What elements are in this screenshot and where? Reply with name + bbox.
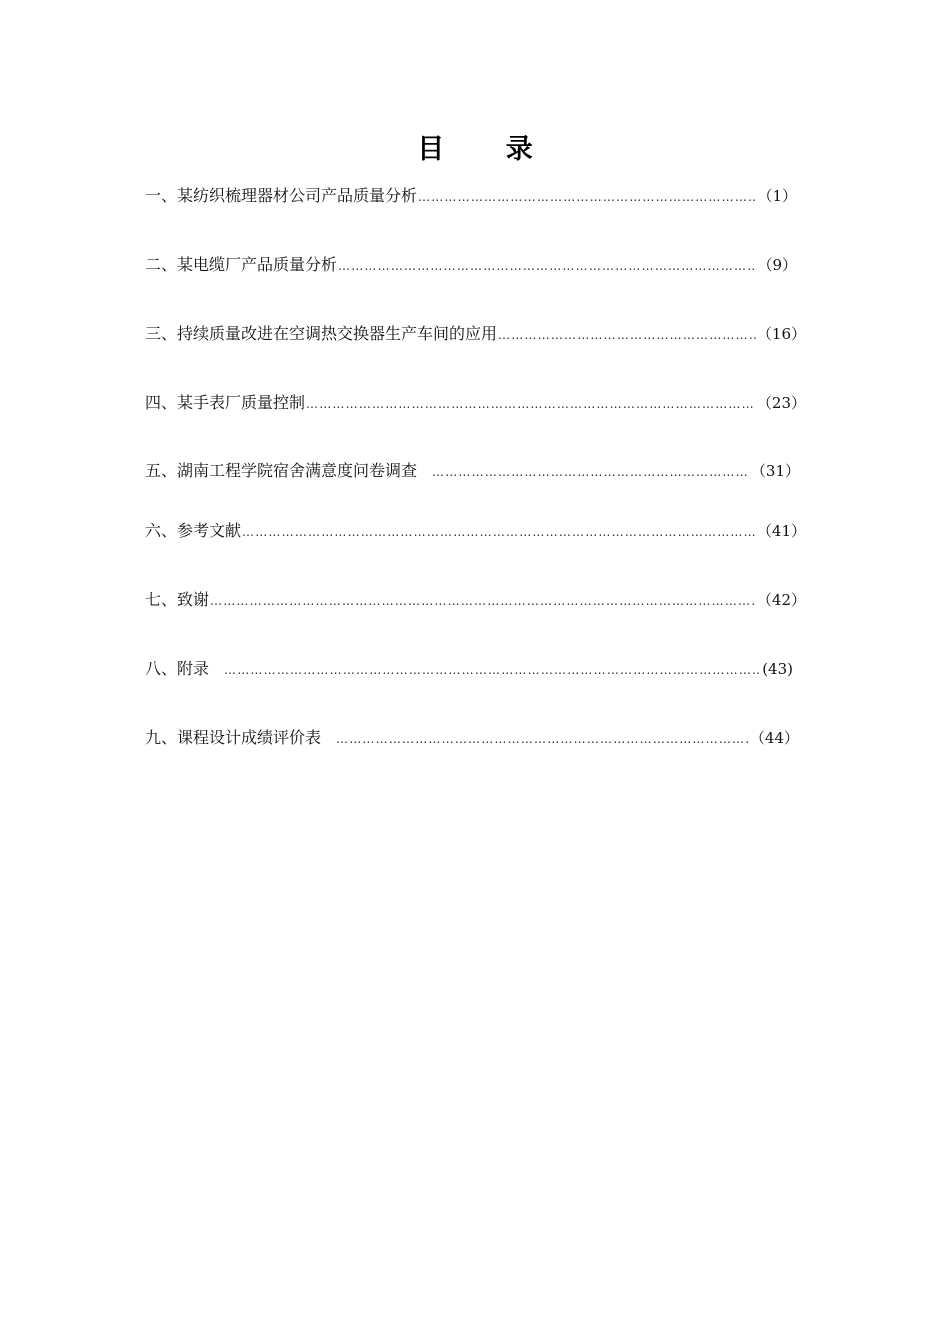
toc-entry-label: 六、参考文献 [145, 521, 242, 540]
toc-entry-label: 二、某电缆厂产品质量分析 [145, 255, 338, 274]
toc-title: 目 录 [417, 134, 559, 165]
dot-leader [336, 725, 749, 753]
toc-entry [145, 457, 800, 485]
toc-entry-label: 七、致谢 [145, 590, 210, 609]
dot-leader [242, 518, 756, 546]
dot-leader [418, 183, 756, 211]
dot-leader [306, 390, 756, 418]
toc-entry-page: （1） [757, 187, 797, 205]
dot-leader [224, 656, 761, 684]
toc-entry-page: (43) [762, 660, 793, 678]
toc-entry-label: 一、某纺织梳理器材公司产品质量分析 [145, 186, 418, 205]
toc-entry [145, 586, 806, 614]
toc-entry-page: （16） [756, 325, 806, 343]
toc-entry [145, 182, 797, 210]
toc-entry-label: 九、课程设计成绩评价表 [145, 728, 322, 747]
dot-leader [432, 458, 750, 486]
dot-leader [498, 321, 756, 349]
toc-entry-page: （42） [756, 591, 806, 609]
dot-leader [338, 252, 756, 280]
toc-entry [145, 251, 797, 279]
dot-leader [210, 587, 756, 615]
toc-entry-label: 五、湖南工程学院宿舍满意度问卷调查 [145, 461, 418, 480]
toc-entry [145, 724, 799, 752]
toc-entry-page: （31） [750, 462, 800, 480]
toc-entry-page: （23） [756, 394, 806, 412]
toc-entry-page: （41） [756, 522, 806, 540]
toc-entry-label: 三、持续质量改进在空调热交换器生产车间的应用 [145, 324, 498, 343]
toc-entry [145, 655, 793, 683]
toc-entry [145, 517, 806, 545]
toc-entry [145, 389, 806, 417]
toc-entry-page: （44） [749, 729, 799, 747]
toc-entry-label: 四、某手表厂质量控制 [145, 393, 306, 412]
toc-entry-label: 八、附录 [145, 659, 210, 678]
toc-entry [145, 320, 806, 348]
toc-entry-page: （9） [757, 256, 797, 274]
